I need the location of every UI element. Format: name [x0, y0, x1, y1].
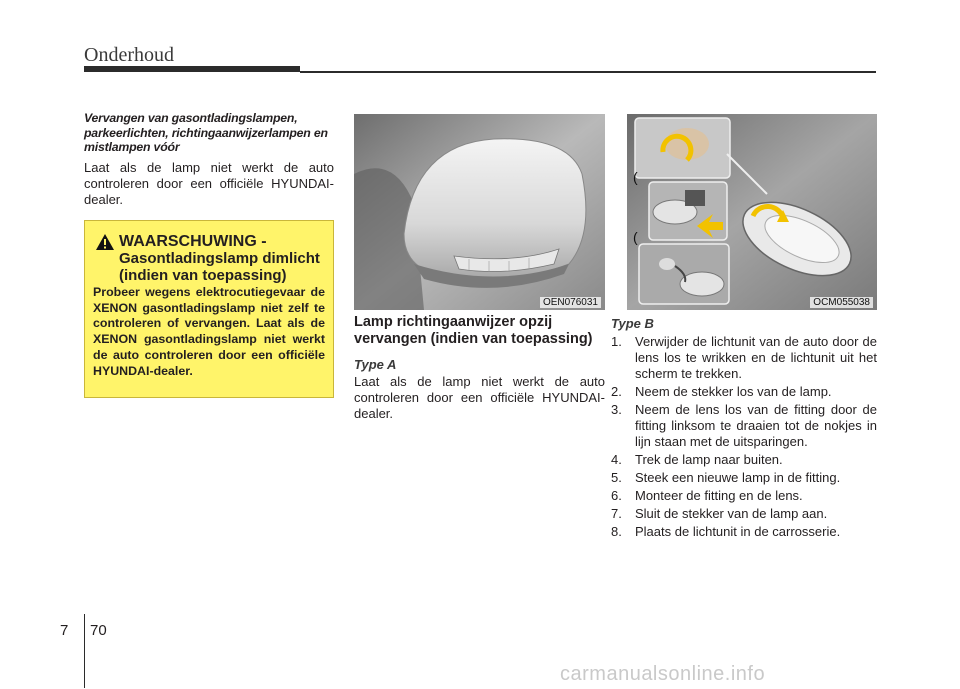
- page-number: 70: [90, 622, 107, 639]
- side-repeater-photo: [627, 114, 877, 310]
- right-column: [611, 316, 877, 542]
- replace-lamps-subheading: Vervangen van gasontladingslampen, parkeerlichten, richtingaanwijzerlampen en mistlampen vóór: [84, 111, 328, 154]
- svg-text:(: (: [633, 229, 638, 245]
- step-item: 3. Neem de lens los van de fitting door de fitting linksom te draaien tot de nokjes in lijn staan met de uitsparingen.: [611, 402, 877, 449]
- step-item: 2. Neem de stekker los van de lamp.: [611, 384, 832, 399]
- warning-box: [84, 220, 334, 398]
- svg-text:(: (: [633, 169, 638, 185]
- warning-heading: [119, 233, 329, 284]
- step-item: 6. Monteer de fitting en de lens.: [611, 488, 803, 503]
- warning-triangle-icon: [95, 233, 115, 251]
- type-b-label: Type B: [611, 316, 654, 331]
- page-section-title: Onderhoud: [84, 44, 174, 66]
- step-item: 5. Steek een nieuwe lamp in de fitting.: [611, 470, 841, 485]
- replacement-steps: [611, 334, 877, 540]
- warning-text: Probeer wegens elektrocutiegevaar de XENON gasontladingslamp niet zelf te controleren of vervangen. Laat als de XENON gasontladingslamp niet werkt de auto controleren door een officiële HYUNDAI-dealer.: [93, 285, 325, 378]
- header-rule-thick: [84, 66, 300, 72]
- warning-subtitle: Gasontladingslamp dimlicht (indien van toepassing): [119, 250, 320, 284]
- photo-code-repeater: OCM055038: [810, 297, 873, 308]
- type-a-paragraph: Laat als de lamp niet werkt de auto controleren door een officiële HYUNDAI-dealer.: [354, 374, 605, 421]
- step-item: 1. Verwijder de lichtunit van de auto door de lens los te wrikken en de lichtunit uit het scherm te trekken.: [611, 334, 877, 381]
- side-repeater-illustration: [627, 114, 877, 310]
- chapter-number: 7: [60, 622, 69, 639]
- step-item: 8. Plaats de lichtunit in de carrosserie.: [611, 524, 841, 539]
- mirror-illustration: [354, 114, 605, 310]
- footer-divider: [84, 614, 85, 688]
- photo-code-mirror: OEN076031: [540, 297, 601, 308]
- replace-lamps-paragraph: Laat als de lamp niet werkt de auto controleren door een officiële HYUNDAI-dealer.: [84, 159, 334, 207]
- type-a-label: Type A: [354, 357, 397, 372]
- step-item: 7. Sluit de stekker van de lamp aan.: [611, 506, 828, 521]
- step-item: 4. Trek de lamp naar buiten.: [611, 452, 783, 467]
- mirror-turn-signal-photo: [354, 114, 605, 310]
- side-turn-signal-heading: Lamp richtingaanwijzer opzij vervangen (indien van toepassing): [354, 314, 593, 347]
- left-column: [84, 111, 334, 208]
- warning-title: WAARSCHUWING -: [119, 233, 267, 250]
- watermark: carmanualsonline.info: [560, 663, 766, 685]
- middle-column: [354, 314, 605, 422]
- header-rule-thin: [300, 71, 876, 73]
